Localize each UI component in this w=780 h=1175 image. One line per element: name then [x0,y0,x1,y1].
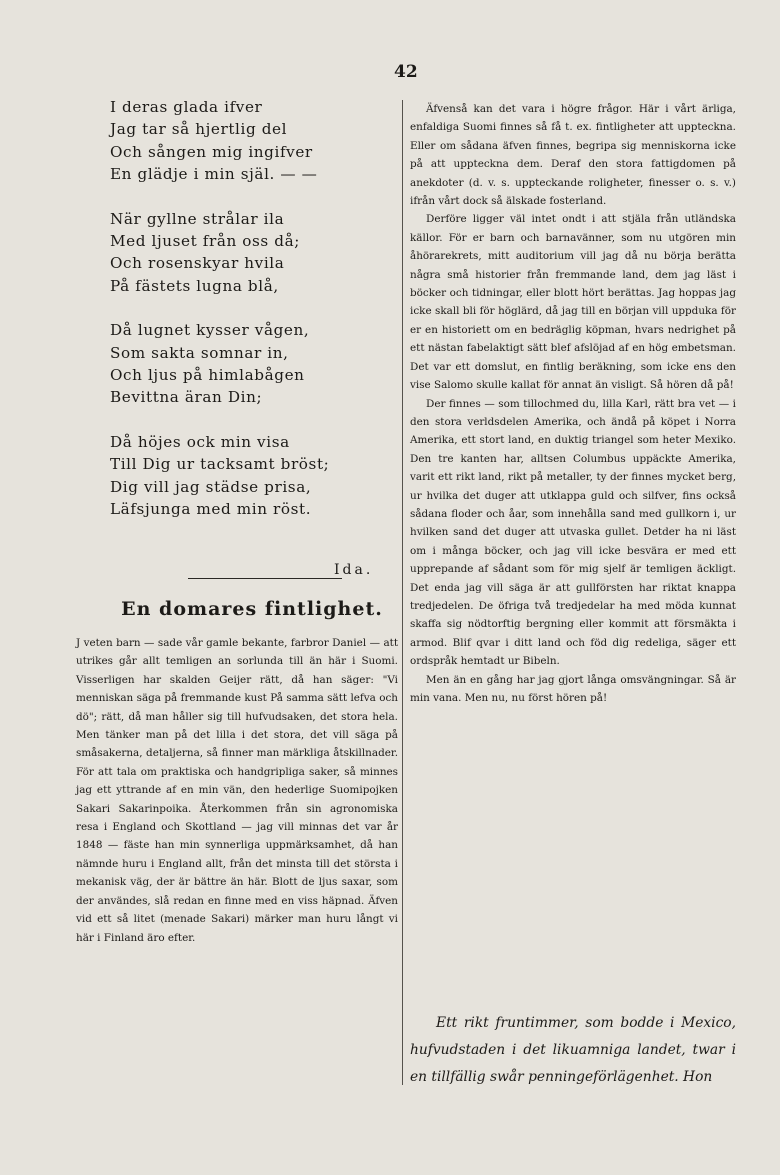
poem-line: Bevittna äran Din; [110,388,263,407]
poem-line: Och ljus på himlabågen [110,366,305,385]
page-number: 42 [394,62,418,82]
poem-line: Som sakta somnar in, [110,343,289,362]
column-divider [402,100,403,1085]
poem-line: Dig vill jag städse prisa, [110,477,312,496]
poem-line: Och rosenskyar hvila [110,254,285,273]
poem-line: När gyllne strålar ila [110,209,285,228]
poem-line: Då höjes ock min visa [110,432,290,451]
paragraph: Der finnes — som tillochmed du, lilla Karl, rätt bra vet — i den stora verldsdelen Amerika, och ändå på köpet i Norra Amerika, ett stort land, en duktig triangel som heter Mexiko. Den tre kanten har, alltsen Columbus uppäckte Amerika, varit ett rikt land, rikt på metaller, ty der finnes mycket berg, ur hvilka det duger att utklappa guld och silfver, fins också sådana floder och åar, som innehålla sand med gullkorn i, ur hvilken sand det duger att utvaska gullet. Detder ha ni läst om i många böcker, och jag vill icke besvära er med ett upprepande af sådant som för mig sjelf är temligen äckligt. Det enda jag vill säga är att gullförsten har riktat knappa tredjedelen. De öfriga två tredjedelar ha med möda kunnat skaffa sig nödtorftig bergning eller kommit att försmäkta i armod. Blif qvar i ditt land och föd dig redeligа, säger ett ordspråk hemtadt ur Bibeln. [410,397,736,668]
poem-stanza-3 [110,319,398,409]
left-column [76,96,398,944]
poem-line: Då lugnet kysser vågen, [110,321,310,340]
poem-line: En glädje i min själ. — — [110,165,318,184]
paragraph: Äfvenså kan det vara i högre frågor. Här i vårt ärliga, enfaldiga Suomi finnes så få t. ex. fintligheter att uppteckna. Eller om sådana äfven finnes, begripa sig menniskorna icke på att uppteckna dem. Deraf den stora fattigdomen på anekdoter (d. v. s. uppteckande roligheter, finesser o. s. v.) ifrån vårt dock så älskade fosterland. [410,103,736,208]
section-divider [188,578,342,579]
poem-line: I deras glada ifver [110,98,263,116]
poem-line: Och sången mig ingifver [110,142,313,161]
story-text-left [76,634,398,947]
poem-line: På fästets lugna blå, [110,276,279,295]
poem-stanza-1 [110,96,398,186]
story-title: En domares fintlighet. [121,598,383,620]
next-section-text: Ett rikt fruntimmer, som bodde i Mexico, hufvudstaden i det likuamniga landet, twar i en tillfällig swår penningeförlägenhet. Hon [410,1015,736,1085]
poem-stanza-4 [110,431,398,521]
poem-line: Till Dig ur tacksamt bröst; [110,455,330,474]
paragraph: Men än en gång har jag gjort långa omsvängningar. Så är min vana. Men nu, nu först hören på! [410,673,736,704]
poem-line: Med ljuset från oss då; [110,232,300,251]
poem-signature: Ida. [334,562,374,578]
paragraph: Derföre ligger väl intet ondt i att stjäla från utländska källor. För er barn och barnavänner, som nu utgören min åhörarekrets, mitt auditorium vill jag då nu börja berätta några små historier från fremmande land, dem jag läst i böcker och tidningar, eller blott hört berättas. Jag hoppas jag icke skall bli för höglärd, då jag till en början vill uppduka för er en historiett om en bedräglig köpman, hvars nedrighet på ett nästan fabelaktigt sätt blef afslöjad af en hög embetsman. Det var ett domslut, en fintlig beräkning, som icke ens den vise Salomo skulle kallat för annat än visligt. Så hören då på! [410,213,736,392]
paragraph: J veten barn — sade vår gamle bekante, farbror Daniel — att utrikes går allt temligen an sorlunda till än här i Suomi. Visserligen har skalden Geijer rätt, då han säger: "Vi menniskan säga på fremmande kust På samma sätt lefva och dö"; rätt, då man håller sig till hufvudsaken, det stora hela. Men tänker man på det lilla i det stora, det vill säga på småsakerna, detaljerna, så finner man märkliga åtskillnader. För att tala om praktiska och handgripliga saker, så minnes jag ett yttrande af en min vän, den hederlige Suomipojken Sakari Sakarinpoika. Återkommen från sin agronomiska resa i England och Skottland — jag vill minnas det var år 1848 — fäste han min synnerliga uppmärksamhet, då han nämnde huru i England allt, från det minsta till det största i mekanisk väg, der är bättre än här. Blott de ljus saxar, som der användes, slå redan en finne med en viss häpnad. Äfven vid ett så litet (menade Sakari) märker man huru långt vi här i Finland äro efter. [76,637,398,944]
poem-line: Jag tar så hjertlig del [110,120,288,139]
poem-stanza-2 [110,208,398,298]
poem-line: Läfsjunga med min röst. [110,500,312,519]
story-text-right [410,100,736,707]
